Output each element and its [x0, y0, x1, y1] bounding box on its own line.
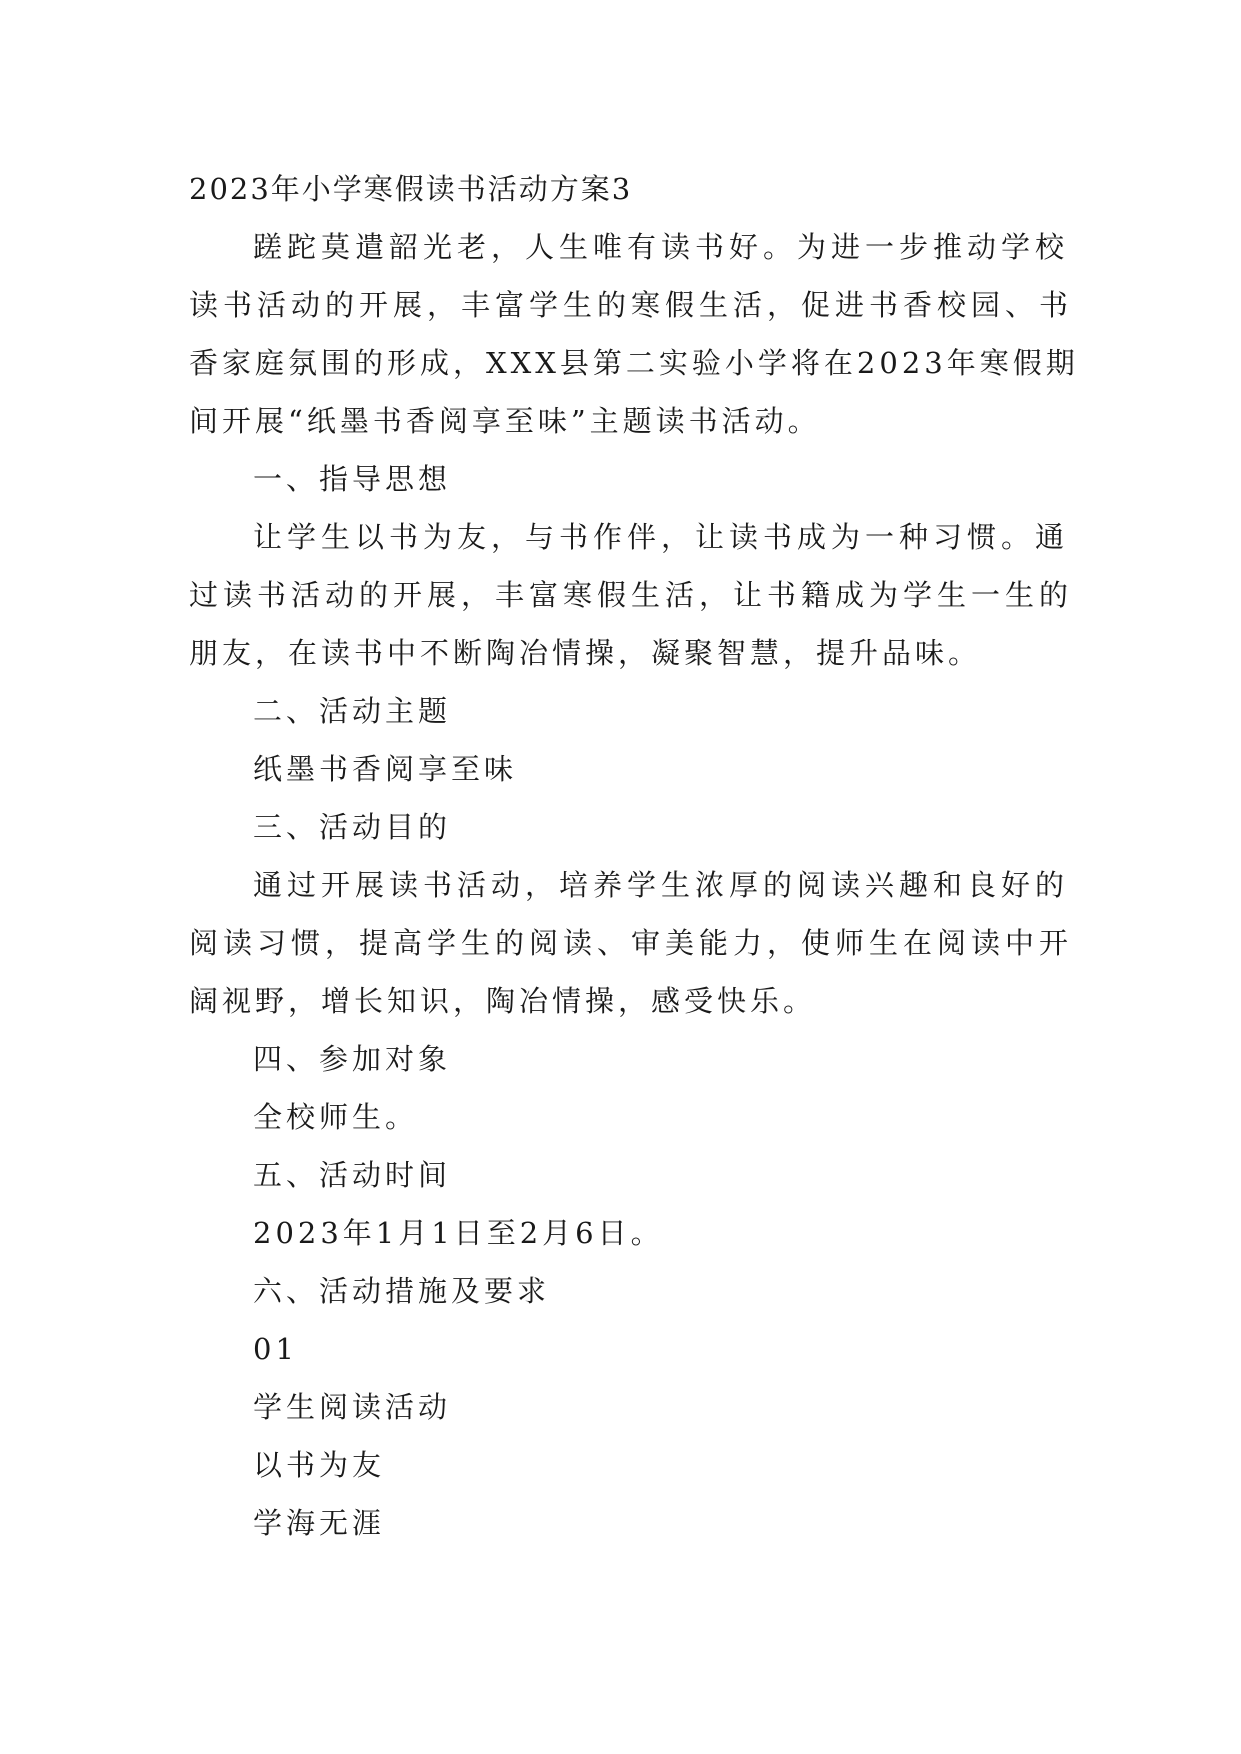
- guiding-idea-line-3: 朋友，在读书中不断陶冶情操，凝聚智慧，提升品味。: [189, 636, 982, 670]
- document-title: 2023年小学寒假读书活动方案3: [189, 172, 633, 206]
- intro-line-2: 读书活动的开展，丰富学生的寒假生活，促进书香校园、书: [189, 288, 1074, 322]
- purpose-line-2: 阅读习惯，提高学生的阅读、审美能力，使师生在阅读中开: [189, 926, 1074, 960]
- document-body: [189, 160, 1079, 1552]
- section-heading-theme: 二、活动主题: [253, 694, 452, 728]
- section-heading-time: 五、活动时间: [253, 1158, 452, 1192]
- section-heading-guiding-idea: 一、指导思想: [253, 462, 452, 496]
- measures-item-1: 学生阅读活动: [253, 1390, 452, 1424]
- measures-item-3: 学海无涯: [253, 1506, 386, 1540]
- section-heading-purpose: 三、活动目的: [253, 810, 452, 844]
- time-text: 2023年1月1日至2月6日。: [253, 1216, 664, 1250]
- guiding-idea-line-1: 让学生以书为友，与书作伴，让读书成为一种习惯。通: [253, 520, 1070, 554]
- purpose-line-3: 阔视野，增长知识，陶冶情操，感受快乐。: [189, 984, 817, 1018]
- purpose-line-1: 通过开展读书活动，培养学生浓厚的阅读兴趣和良好的: [253, 868, 1070, 902]
- intro-line-3: 香家庭氛围的形成，XXX县第二实验小学将在2023年寒假期: [189, 346, 1079, 380]
- measures-number: 01: [253, 1332, 298, 1366]
- intro-line-1: 蹉跎莫遣韶光老，人生唯有读书好。为进一步推动学校: [253, 230, 1070, 264]
- theme-text: 纸墨书香阅享至味: [253, 752, 518, 786]
- measures-item-2: 以书为友: [253, 1448, 386, 1482]
- guiding-idea-line-2: 过读书活动的开展，丰富寒假生活，让书籍成为学生一生的: [189, 578, 1074, 612]
- participants-text: 全校师生。: [253, 1100, 419, 1134]
- section-heading-measures: 六、活动措施及要求: [253, 1274, 551, 1308]
- intro-line-4: 间开展“纸墨书香阅享至味”主题读书活动。: [189, 404, 821, 438]
- section-heading-participants: 四、参加对象: [253, 1042, 452, 1076]
